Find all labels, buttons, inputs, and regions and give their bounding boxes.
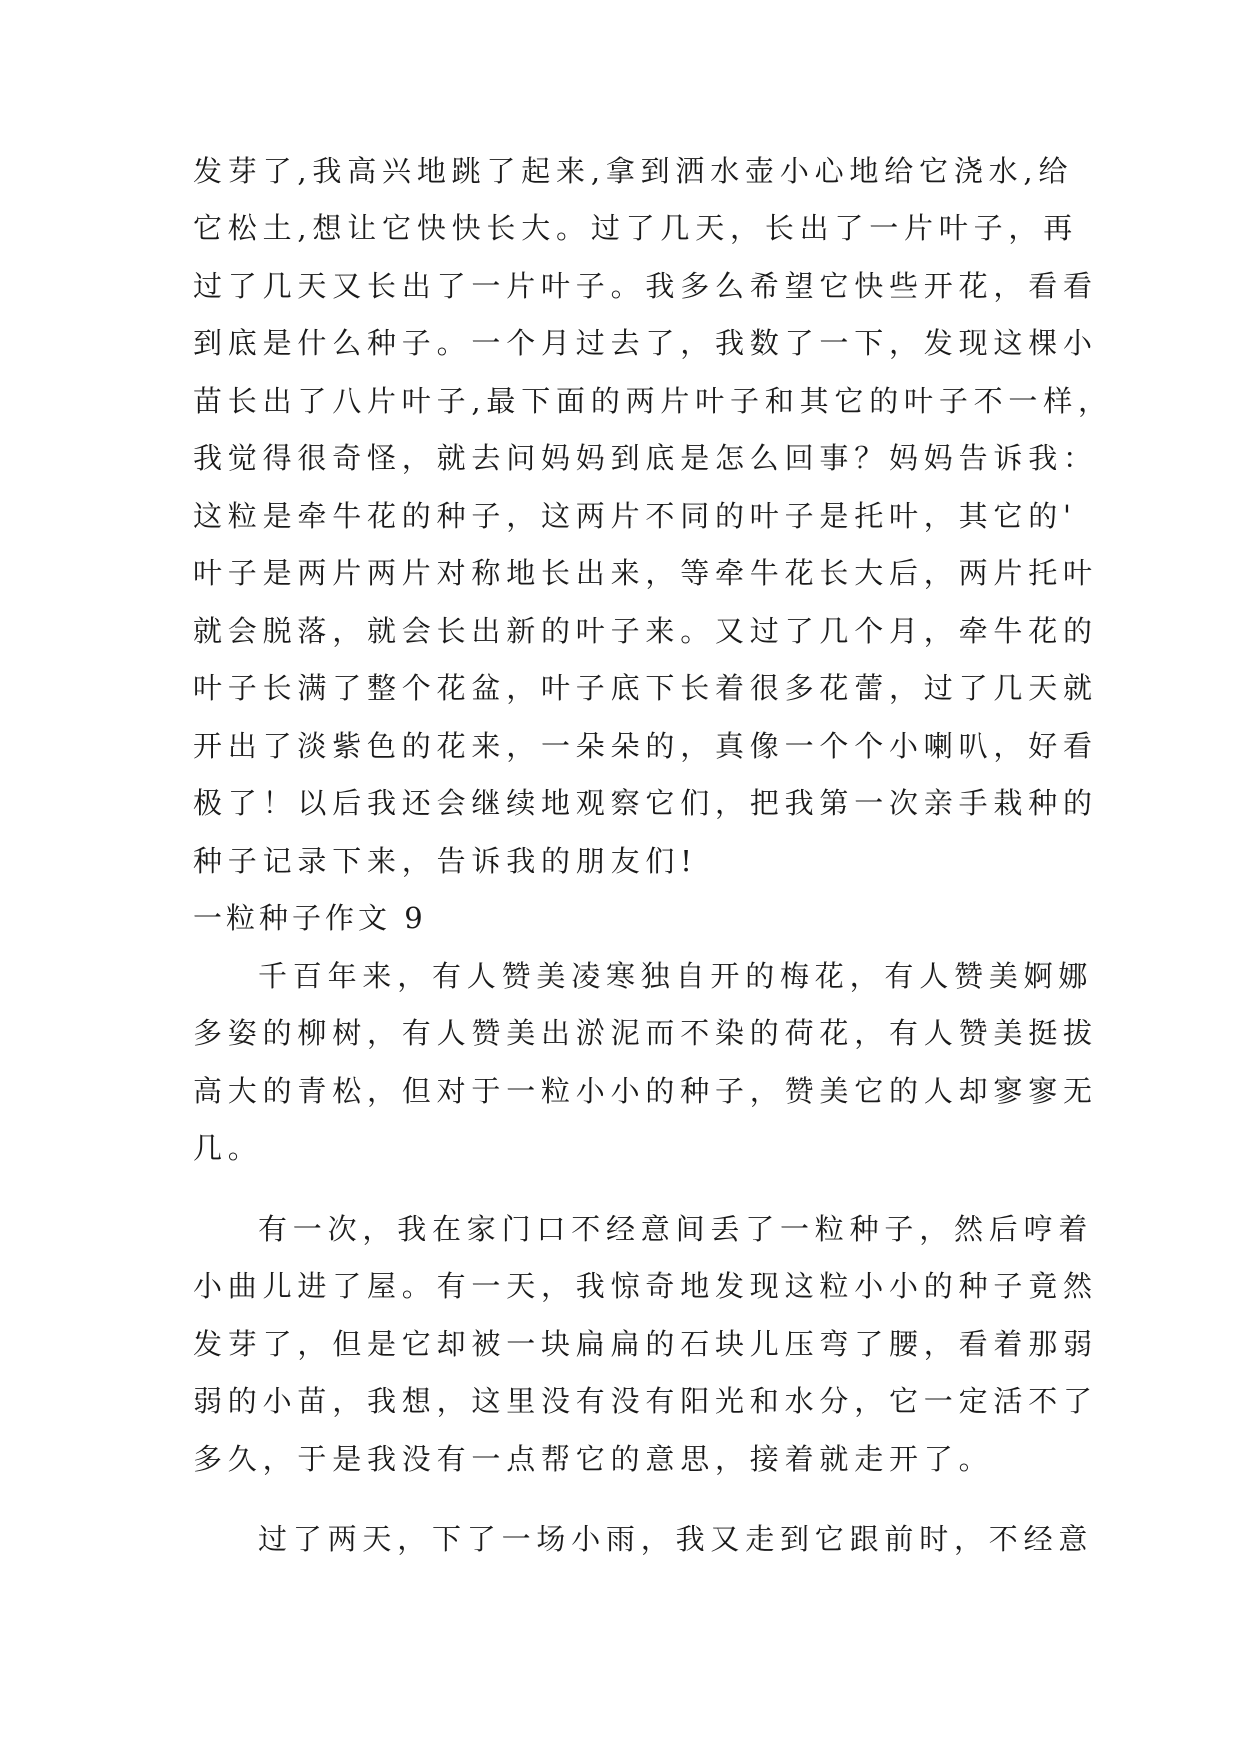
paragraph-line: 过了两天，下了一场小雨，我又走到它跟前时，不经意 xyxy=(258,1522,1094,1556)
paragraph-line: 开出了淡紫色的花来，一朵朵的，真像一个个小喇叭，好看 xyxy=(193,729,1098,763)
paragraph-line: 叶子长满了整个花盆，叶子底下长着很多花蕾，过了几天就 xyxy=(193,671,1098,705)
paragraph-line: 叶子是两片两片对称地长出来，等牵牛花长大后，两片托叶 xyxy=(193,556,1098,590)
paragraph-line: 有一次，我在家门口不经意间丢了一粒种子，然后哼着 xyxy=(258,1212,1094,1246)
paragraph-line: 种子记录下来，告诉我的朋友们! xyxy=(193,844,698,878)
section-heading: 一粒种子作文 9 xyxy=(193,901,427,935)
paragraph-line: 多久，于是我没有一点帮它的意思，接着就走开了。 xyxy=(193,1442,994,1476)
paragraph-line: 高大的青松，但对于一粒小小的种子，赞美它的人却寥寥无 xyxy=(193,1074,1098,1108)
paragraph-line: 极了！以后我还会继续地观察它们，把我第一次亲手栽种的 xyxy=(193,786,1098,820)
paragraph-line: 它松土,想让它快快长大。过了几天，长出了一片叶子，再 xyxy=(193,211,1079,245)
paragraph-line: 发芽了，但是它却被一块扁扁的石块儿压弯了腰，看着那弱 xyxy=(193,1327,1098,1361)
paragraph-line: 小曲儿进了屋。有一天，我惊奇地发现这粒小小的种子竟然 xyxy=(193,1269,1098,1303)
paragraph-line: 我觉得很奇怪，就去问妈妈到底是怎么回事？妈妈告诉我： xyxy=(193,441,1098,475)
paragraph-line: 发芽了,我高兴地跳了起来,拿到洒水壶小心地给它浇水,给 xyxy=(193,154,1074,188)
paragraph-line: 苗长出了八片叶子,最下面的两片叶子和其它的叶子不一样， xyxy=(193,384,1113,418)
paragraph-line: 这粒是牵牛花的种子，这两片不同的叶子是托叶，其它的' xyxy=(193,499,1077,533)
paragraph-line: 几。 xyxy=(193,1131,263,1165)
paragraph-line: 千百年来，有人赞美凌寒独自开的梅花，有人赞美婀娜 xyxy=(258,959,1094,993)
paragraph-line: 弱的小苗，我想，这里没有没有阳光和水分，它一定活不了 xyxy=(193,1384,1098,1418)
paragraph-line: 过了几天又长出了一片叶子。我多么希望它快些开花，看看 xyxy=(193,269,1098,303)
paragraph-line: 到底是什么种子。一个月过去了，我数了一下，发现这棵小 xyxy=(193,326,1098,360)
paragraph-line: 多姿的柳树，有人赞美出淤泥而不染的荷花，有人赞美挺拔 xyxy=(193,1016,1098,1050)
paragraph-line: 就会脱落，就会长出新的叶子来。又过了几个月，牵牛花的 xyxy=(193,614,1098,648)
